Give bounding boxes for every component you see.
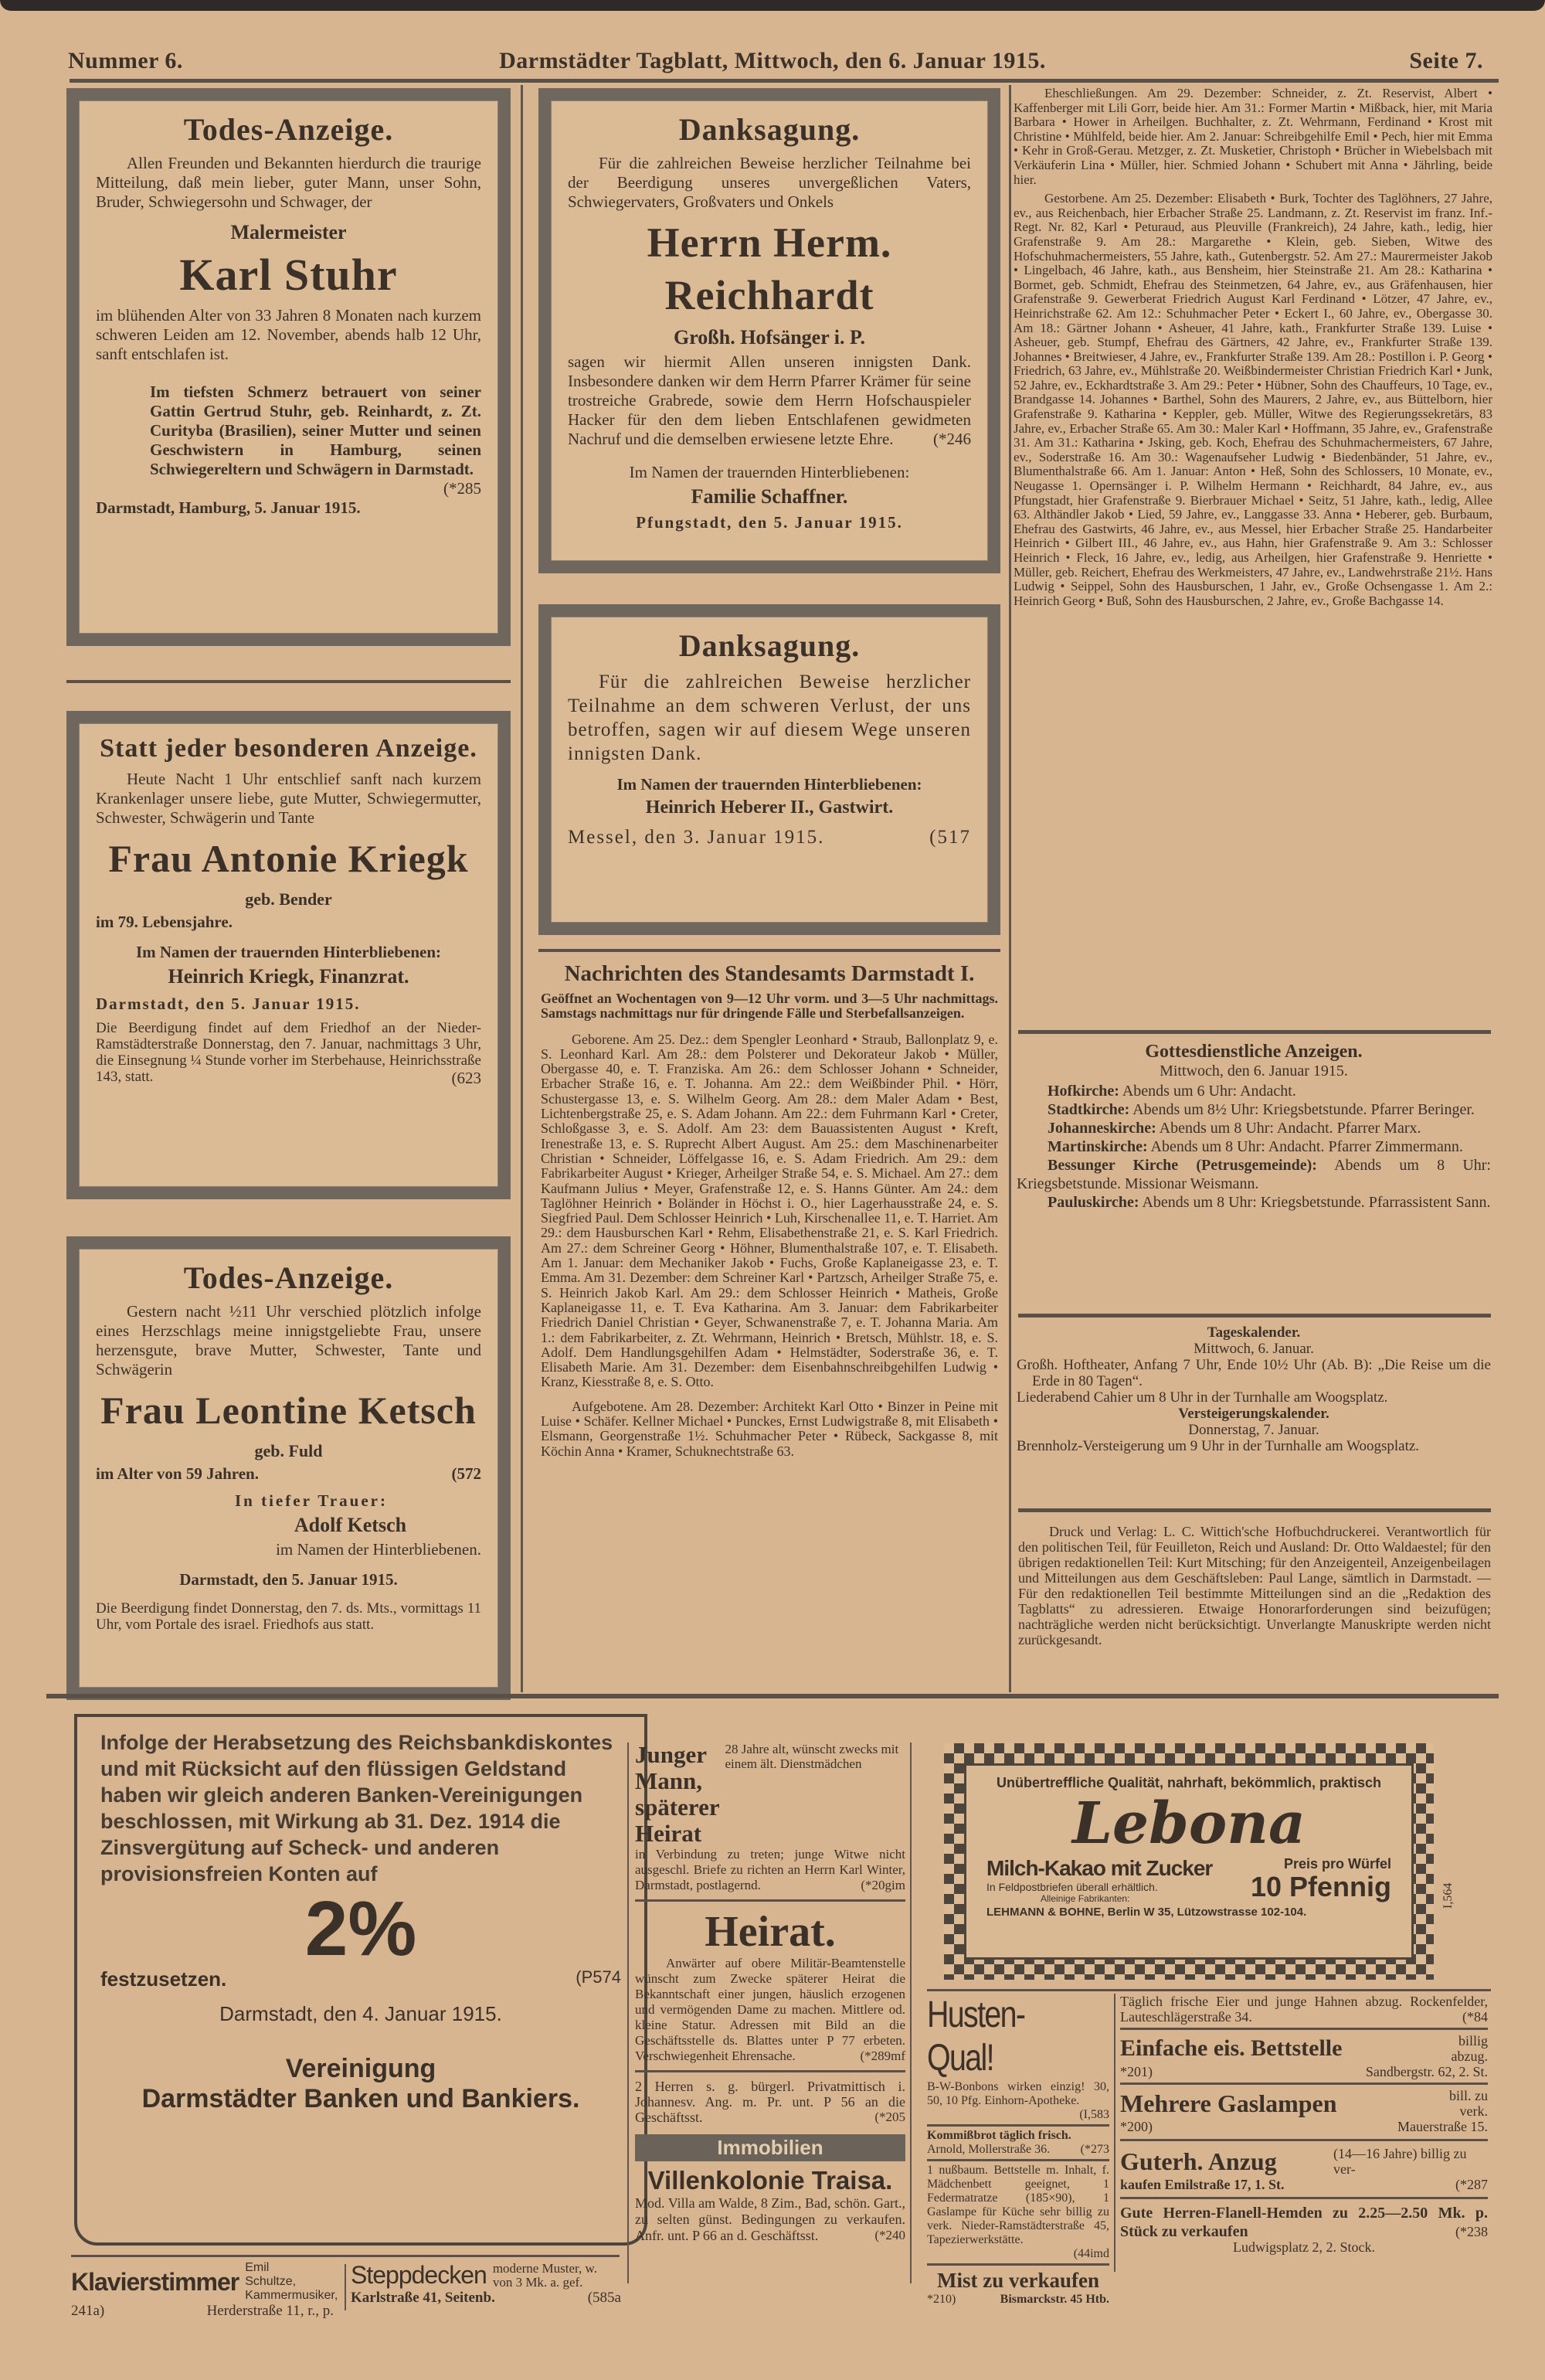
ad-date: Darmstadt, den 4. Januar 1915. bbox=[219, 2002, 502, 2025]
lebona-ad-inner bbox=[964, 1763, 1414, 1960]
place-date: Darmstadt, Hamburg, 5. Januar 1915. bbox=[96, 498, 361, 517]
deceased-name: Frau Antonie Kriegk bbox=[108, 837, 469, 880]
ad-headline: Junger Mann, späterer Heirat bbox=[635, 1741, 720, 1847]
ad-address: Ludwigsplatz 2, 2. Stock. bbox=[1233, 2239, 1375, 2255]
tagline: Unübertreffliche Qualität, nahrhaft, bekömmlich, praktisch bbox=[996, 1775, 1382, 1790]
real-estate-banner: Immobilien bbox=[635, 2134, 905, 2161]
ad-code: (*240 bbox=[874, 2228, 905, 2242]
ad-text: kaufen Emilstraße 17, 1. St. bbox=[1120, 2177, 1285, 2192]
death-notice-kriegk bbox=[66, 711, 511, 1199]
ad-quilts bbox=[351, 2261, 621, 2307]
church-name: Pauluskirche: bbox=[1048, 1194, 1139, 1211]
divider bbox=[927, 2263, 1109, 2266]
banns: Aufgebotene. Am 28. Dezember: Architekt Karl Otto • Binzer in Peine mit Luise • Schäfer. Kellner Michael • Punckes, Ernst Ludwigstraße 8, mit Elisabeth • Elsmann, Georgenstraße 1½. Schuhmacher Peter • Rübeck, Sackgasse 8, mit Köchin Anna • Kramer, Schuknechtstraße 63. bbox=[541, 1398, 998, 1459]
mourners-intro: Im Namen der trauernden Hinterbliebenen: bbox=[629, 463, 910, 481]
small-ads-column-1 bbox=[927, 1994, 1109, 2307]
ad-address: Bismarckstr. 45 Htb. bbox=[1000, 2293, 1109, 2306]
place-date: Pfungstadt, den 5. Januar 1915. bbox=[636, 513, 903, 532]
notice-text: Für die zahlreichen Beweise herzlicher Teilnahme an dem schweren Verlust, der uns betroffen, sagen wir auf diesem Wege unseren innigsten Dank. bbox=[568, 672, 971, 764]
ad-text: Gute Herren-Flanell-Hemden zu 2.25—2.50 Mk. p. Stück zu verkaufen bbox=[1120, 2205, 1488, 2240]
ad-headline: Steppdecken bbox=[351, 2261, 487, 2289]
deceased-name: Frau Leontine Ketsch bbox=[100, 1389, 477, 1432]
notice-text: im blühenden Alter von 33 Jahren 8 Monaten nach kurzem schweren Leiden am 12. November, abends halb 12 Uhr, sanft entschlafen ist. bbox=[96, 306, 481, 363]
ad-text: Kommißbrot täglich frisch. bbox=[927, 2129, 1071, 2142]
ad-code: (*285 bbox=[443, 479, 481, 498]
service-details: Abends um 6 Uhr: Andacht. bbox=[1122, 1083, 1296, 1100]
age: im 79. Lebensjahre. bbox=[96, 913, 233, 931]
divider bbox=[635, 2070, 905, 2072]
issue-number: Nummer 6. bbox=[68, 48, 183, 73]
ad-address: Mauerstraße 15. bbox=[1397, 2119, 1488, 2134]
column-divider bbox=[521, 85, 523, 1692]
notice-title: Danksagung. bbox=[678, 628, 861, 663]
ad-lunch-table: 2 Herren s. g. bürgerl. Privatmittisch i. Johannesv. Ang. m. Pr. unt. P 56 an die Geschäftsst. bbox=[635, 2079, 905, 2125]
ad-side-text: Emil Schultze, Kammermusiker, bbox=[245, 2261, 338, 2302]
divider bbox=[66, 680, 511, 683]
ad-headline: Husten-Qual! bbox=[927, 1994, 1025, 2079]
page-number: Seite 7. bbox=[1409, 48, 1483, 73]
deceased-rank: Großh. Hofsänger i. P. bbox=[673, 326, 865, 348]
ad-side-text: moderne Muster, w. von 3 Mk. a. gef. bbox=[492, 2260, 597, 2290]
header-rule bbox=[70, 79, 1499, 83]
mourner: Adolf Ketsch bbox=[294, 1514, 407, 1536]
ad-text: in Verbindung zu treten; junge Witwe nicht ausgeschl. Briefe zu richten an Herrn Karl Winter, Darmstadt, postlagernd. bbox=[635, 1847, 905, 1892]
ad-code: (*84 bbox=[1462, 2009, 1488, 2025]
church-name: Martinskirche: bbox=[1048, 1138, 1148, 1155]
place-date: Darmstadt, den 5. Januar 1915. bbox=[96, 994, 361, 1013]
signature-line-1: Vereinigung bbox=[285, 2054, 436, 2083]
place-date: Messel, den 3. Januar 1915. bbox=[568, 827, 825, 848]
notice-intro: Heute Nacht 1 Uhr entschlief sanft nach kurzem Krankenlager unsere liebe, gute Mutter, Schwiegermutter, Schwester, Schwägerin und Tante bbox=[96, 770, 481, 827]
notice-title: Danksagung. bbox=[678, 112, 861, 147]
ad-code: (*289mf bbox=[860, 2048, 905, 2063]
ad-text: Mod. Villa am Walde, 8 Zim., Bad, schön. Gart., zu selten günst. Bedingungen zu verkaufen. Anfr. unt. P 66 an d. Geschäftsst. bbox=[635, 2195, 905, 2243]
funeral-info: Die Beerdigung findet auf dem Friedhof an der Nieder-Ramstädterstraße Donnerstag, den 7. Januar, nachmittags 3 Uhr, die Einsegnung ¼ Stunde vorher im Sterbehause, Heinrichsstraße 143, statt. bbox=[96, 1020, 481, 1085]
ad-address: Herderstraße 11, r., p. bbox=[206, 2303, 334, 2319]
auction-date: Donnerstag, 7. Januar. bbox=[1188, 1422, 1319, 1438]
age: im Alter von 59 Jahren. bbox=[96, 1464, 259, 1483]
imprint bbox=[1018, 1524, 1491, 1647]
signature-line-2: Darmstädter Banken und Bankiers. bbox=[141, 2084, 580, 2113]
section-date: Mittwoch, den 6. Januar 1915. bbox=[1160, 1062, 1348, 1080]
price-label: Preis pro Würfel bbox=[1283, 1856, 1391, 1872]
deceased-profession: Malermeister bbox=[230, 221, 347, 243]
ad-text: B-W-Bonbons wirken einzig! 30, 50, 10 Pfg. Einhorn-Apotheke. bbox=[927, 2080, 1109, 2107]
divider bbox=[635, 1899, 905, 1902]
service-details: Abends um 8½ Uhr: Kriegsbetstunde. Pfarrer Beringer. bbox=[1132, 1101, 1475, 1118]
section-title: Tageskalender. bbox=[1207, 1324, 1301, 1341]
mourners-outro: im Namen der Hinterbliebenen. bbox=[276, 1540, 481, 1559]
rate-suffix: festzusetzen. bbox=[100, 1967, 227, 1991]
marriages: Eheschließungen. Am 29. Dezember: Schneider, z. Zt. Reservist, Albert • Kaffenberger mit Lili Gorr, beide hier. Am 31.: Former Martin • Mißback, hier, mit Maria Barbara • Hower in Arheilgen. Buchhalter, z. Zt. Wehrmann, Ferdinand • Krost mit Christine • Mühlfeld, beide hier. Am 2. Januar: Schreibgehilfe Emil • Pech, hier mit Emma • Kehr in Groß-Gerau. Metzger, z. Zt. Musketier, Christoph • Brücher in Wiebelsbach mit Verkäuferin Lina • Müller, hier. Schmied Johann • Schubert mit Anna • Jährling, beide hier. bbox=[1014, 87, 1492, 187]
section-title: Gottesdienstliche Anzeigen. bbox=[1145, 1042, 1363, 1062]
maiden-name: geb. Bender bbox=[245, 889, 332, 909]
church-service bbox=[1017, 1082, 1491, 1100]
divider bbox=[1120, 2197, 1488, 2199]
product-name: Milch-Kakao mit Zucker bbox=[986, 1856, 1213, 1880]
ad-address: Sandbergstr. 62, 2. St. bbox=[1365, 2064, 1488, 2079]
ad-side-text: (14—16 Jahre) billig zu ver- bbox=[1333, 2146, 1467, 2177]
divider bbox=[627, 1742, 629, 2283]
divider bbox=[927, 2159, 1109, 2161]
maiden-name: geb. Fuld bbox=[254, 1441, 323, 1460]
makers-label: Alleinige Fabrikanten: bbox=[1041, 1893, 1130, 1904]
section-date: Mittwoch, 6. Januar. bbox=[1194, 1341, 1314, 1357]
church-service bbox=[1017, 1119, 1491, 1137]
ad-headline: Mist zu verkaufen bbox=[937, 2269, 1099, 2292]
births: Geborene. Am 25. Dez.: dem Spengler Leonhard • Straub, Ballonplatz 9, e. S. Leonhard Karl. Am 28.: dem Polsterer und Dekorateur Jakob • Müller, Obergasse 40, e. T. Franziska. Am 26.: dem Schlosser Johann • Schneider, Erbacher Straße 16, e. T. Johanna. Am 22.: dem Weißbinder Phil. • Hörr, Schustergasse 13, e. S. Wilhelm Georg. Am 28.: dem Maler Adam • Best, Lichtenbergstraße 25, e. S. Adam Johann. Am 22.: dem Fuhrmann Karl • Creter, Schloßgasse 3, e. S. Adolf. Am 23: dem Bauassistenten August • Kreft, Irenestraße 13, e. S. Ruprecht Albert August. Am 25.: dem Maschinenarbeiter Christian • Schneider, Löffelgasse 16, e. S. Adam Friedrich. Am 29.: dem Fabrikarbeiter August • Krieger, Arheilger Straße 54, e. S. Michael. Am 27.: dem Kaufmann Julius • Meyer, Grafenstraße 12, e. S. Hanns Günter. Am 24.: dem Taglöhner Heinrich • Boländer in Höchst i. O., hier Lagerhausstraße 24, e. S. Siegfried Paul. Dem Schlosser Heinrich • Luh, Kirschenallee 11, e. T. Harriet. Am 29.: dem Hausburschen Karl • Rehm, Elisabethenstraße 21, e. S. Karl Friedrich. Am 27.: dem Schreiner Georg • Höhner, Blumenthalstraße 107, e. T. Elisabeth. Am 1. Januar: dem Mechaniker Jakob • Fuchs, Große Kaplaneigasse 23, e. T. Emma. Am 31. Dezember: dem Schreiner Karl • Partzsch, Arheilger Straße 75, e. S. Heinrich Jakob Karl. Am 29.: dem Schlosser Heinrich • Matheis, Große Kaplaneigasse 11, e. T. Eva Katharina. Am 3. Januar: dem Fabrikarbeiter Friedrich Daniel Christian • Geyer, Schwanenstraße 7, e. T. Johanna Maria. Am 1.: dem Fabrikarbeiter, z. Zt. Wehrmann, Heinrich • Bretsch, Mühlstr. 18, e. S. Adolf. Dem Handlungsgehilfen Adam • Helmstädter, Soderstraße 36, e. T. Elisabeth Marie. Am 31. Dezember: dem Eisenbahnschreibgehilfen Ludwig • Kranz, Kiesstraße 8, e. S. Otto. bbox=[541, 1031, 998, 1390]
section-rule bbox=[46, 1694, 1499, 1698]
auction-title: Versteigerungskalender. bbox=[1178, 1406, 1329, 1422]
family: Familie Schaffner. bbox=[691, 485, 848, 508]
registry-office-news bbox=[541, 961, 998, 1688]
ad-code: (572 bbox=[451, 1464, 481, 1483]
ad-code: (44imd bbox=[1073, 2247, 1109, 2260]
divider bbox=[1114, 1994, 1115, 2272]
ad-code: (*238 bbox=[1455, 2224, 1488, 2239]
mourners: Im tiefsten Schmerz betrauert von seiner Gattin Gertrud Stuhr, geb. Reinhardt, z. Zt. Curityba (Brasilien), seiner Mutter und seinen Geschwistern in Hamburg, seinen Schwiegereltern und Schwägern in Darmstadt. bbox=[150, 382, 481, 478]
divider bbox=[1018, 1508, 1491, 1512]
ad-piano-tuner bbox=[71, 2261, 338, 2320]
interest-rate: 2% bbox=[304, 1885, 417, 1972]
ad-headline: Einfache eis. Bettstelle bbox=[1120, 2035, 1343, 2061]
bank-ad-text: Infolge der Herabsetzung des Reichsbankdiskontes und mit Rücksicht auf den flüssigen Geldstand haben wir gleich anderen Banken-Vereinigungen beschlossen, mit Wirkung ab 31. Dez. 1914 die Zinsvergütung auf Scheck- und anderen provisionsfreien Konten auf bbox=[100, 1731, 613, 1885]
ad-side-text: 28 Jahre alt, wünscht zwecks mit einem ält. Dienstmädchen bbox=[725, 1742, 899, 1771]
place-date: Darmstadt, den 5. Januar 1915. bbox=[179, 1570, 398, 1589]
section-title: Nachrichten des Standesamts Darmstadt I. bbox=[564, 961, 975, 986]
ad-young-man bbox=[635, 1742, 905, 2243]
divider bbox=[1018, 1314, 1491, 1318]
church-name: Hofkirche: bbox=[1048, 1083, 1119, 1100]
notice-title: Statt jeder besonderen Anzeige. bbox=[100, 734, 477, 763]
notice-title: Todes-Anzeige. bbox=[183, 1260, 394, 1295]
mourners-intro: In tiefer Trauer: bbox=[235, 1491, 388, 1510]
divider bbox=[910, 1742, 912, 2283]
brand-logo: Lebona bbox=[1072, 1790, 1306, 1857]
divider bbox=[1120, 2082, 1488, 2085]
divider bbox=[927, 2124, 1109, 2127]
church-service bbox=[1017, 1193, 1491, 1212]
deaths: Gestorbene. Am 25. Dezember: Elisabeth • Burk, Tochter des Taglöhners, 27 Jahre, ev., aus Reichenbach, hier Erbacher Straße 25. Landmann, z. Zt. Reservist im franz. Inf.-Regt. Nr. 82, Karl • Peturaud, aus Pleuville (Frankreich), 24 Jahre, kath., ledig, hier Grafenstraße 9. Am 28.: Margarethe • Klein, geb. Sieben, Witwe des Hofschuhmachermeisters, 55 Jahre, kath., Gutenbergstr. 52. Am 27.: Maurermeister Jakob • Lingelbach, 46 Jahre, kath., aus Bensheim, hier Steinstraße 21. Am 28.: Katharina • Bormet, geb. Schmidt, Ehefrau des Steinmetzen, 64 Jahre, ev., aus Gräfenhausen, hier Grafenstraße 9. Gewerberat Friedrich August Karl Ferdinand • Lötzer, 47 Jahre, ev., Heinrichstraße 62. Am 12.: Schuhmacher Peter • Eckert I., 60 Jahre, ev., Obergasse 30. Am 18.: Gärtner Johann • Asheuer, 41 Jahre, kath., Frankfurter Straße 139. Luise • Asheuer, geb. Stumpf, Ehefrau des Gärtners, 42 Jahre, ev., Frankfurter Straße 139. Johannes • Breitwieser, 4 Jahre, ev., Frankfurter Straße 139. Am 28.: Postillon i. P. Georg • Friedrich, 63 Jahre, ev., Mühlstraße 20. Weißbindermeister Christian Friedrich Karl • Junk, 52 Jahre, ev., Eckhardtstraße 3. Am 29.: Peter • Hübner, Sohn des Chauffeurs, 10 Tage, ev., Brandgasse 14. Johannes • Barthel, Sohn des Maurers, 2 Jahre, ev., aus Büttelborn, hier Grafenstraße 9. Katharina • Keppler, geb. Müller, Witwe des Regierungssekretärs, 83 Jahre, ev., Erbacher Straße 65. Am 30.: Maler Karl • Hoffmann, 35 Jahre, ev., Grafenstraße 31. Am 31.: Katharina • Jsking, geb. Koch, Ehefrau des Schuhmachermeisters, 67 Jahre, ev., Soderstraße 16. Am 30.: Wagenaufseher Ludwig • Biedenbänder, 51 Jahre, ev., Blumenthalstraße 66. Am 1. Januar: Anton • Heß, Sohn des Schlossers, 10 Monate, ev., Neugasse 1. Opernsänger i. P. Wilhelm Hermann • Reichhardt, 84 Jahre, ev., aus Pfungstadt, hier Grafenstraße 9. Bierbrauer Michael • Seitz, 51 Jahre, kath., ledig, Allee 63. Althändler Jakob • Lied, 59 Jahre, ev., Langgasse 33. Anna • Heberer, geb. Burbaum, Ehefrau des Gastwirts, 46 Jahre, ev., aus Messel, hier Erbacher Straße 25. Handarbeiter Heinrich • Gilbert III., 46 Jahre, ev., aus Hahn, hier Grafenstraße 9. Am 3.: Schlosser Heinrich • Fleck, 16 Jahre, ev., ledig, aus Arheilgen, hier Grafenstraße 9. Henriette • Müller, geb. Reichert, Ehefrau des Werkmeisters, 47 Jahre, ev., Landwehrstraße 21½. Hans Ludwig • Seippel, Sohn des Hausburschen, 1 Jahr, ev., Große Ochsengasse 1. Am 2.: Heinrich Georg • Buß, Sohn des Hausburschen, 2 Jahre, ev., Große Bachgasse 14. bbox=[1014, 191, 1492, 608]
ad-side-text: bill. zu verk. bbox=[1449, 2088, 1488, 2119]
ad-text: Täglich frische Eier und junge Hahnen abzug. Rockenfelder, Lauteschlägerstraße 34. bbox=[1120, 1994, 1488, 2025]
church-service bbox=[1017, 1100, 1491, 1119]
notice-intro: Für die zahlreichen Beweise herzlicher Teilnahme bei der Beerdigung unseres unvergeßlichen Vaters, Schwiegervaters, Großvaters und Onkels bbox=[568, 154, 971, 211]
church-announcements bbox=[1017, 1042, 1491, 1212]
thanks-notice-heberer bbox=[538, 604, 1000, 935]
ad-code: (*20gim bbox=[861, 1878, 905, 1892]
divider bbox=[538, 949, 1000, 952]
church-name: Johanneskirche: bbox=[1048, 1120, 1156, 1137]
price: 10 Pfennig bbox=[1250, 1871, 1391, 1902]
church-name: Stadtkirche: bbox=[1048, 1101, 1130, 1118]
ad-code: (*246 bbox=[933, 430, 971, 448]
imprint-text: Druck und Verlag: L. C. Wittich'sche Hofbuchdruckerei. Verantwortlich für den politischen Teil, für Feuilleton, Reich und Ausland: Dr. Otto Waldaestel; für den übrigen redaktionellen Teil: Kurt Mitsching; für den Anzeigenteil, Anzeigenbeilagen und Mitteilungen aus dem Geschäftsleben: Paul Lange, sämtlich in Darmstadt. — Für den redaktionellen Teil bestimmte Mitteilungen sind an die „Redaktion des Tagblatts“ zu adressieren. Etwaige Honorarforderungen sind beizufügen; nachträgliche werden nicht berücksichtigt. Unverlangte Manuskripte werden nicht zurückgesandt. bbox=[1018, 1524, 1491, 1647]
ad-headline: Heirat. bbox=[705, 1908, 836, 1956]
church-service bbox=[1017, 1137, 1491, 1156]
mourners-intro: Im Namen der trauernden Hinterbliebenen: bbox=[616, 775, 922, 794]
lebona-ad bbox=[944, 1743, 1434, 1980]
ad-code: 241a) bbox=[71, 2303, 105, 2319]
church-service bbox=[1017, 1156, 1491, 1193]
ad-headline: Mehrere Gaslampen bbox=[1120, 2089, 1337, 2117]
service-details: Abends um 8 Uhr: Kriegsbetstunde. Missionar Weismann. bbox=[1017, 1157, 1491, 1192]
small-ads-column-2 bbox=[1120, 1994, 1488, 2255]
bank-ad bbox=[74, 1714, 647, 2246]
ad-headline: Villenkolonie Traisa. bbox=[647, 2166, 893, 2195]
ad-code: (P574 bbox=[576, 1967, 621, 1987]
service-details: Abends um 8 Uhr: Andacht. Pfarrer Marx. bbox=[1159, 1120, 1421, 1137]
mourner: Heinrich Heberer II., Gastwirt. bbox=[645, 797, 894, 818]
day-calendar bbox=[1017, 1324, 1491, 1454]
ad-code: (*205 bbox=[874, 2110, 905, 2124]
notice-intro: Allen Freunden und Bekannten hierdurch die traurige Mitteilung, daß mein lieber, guter Mann, unser Sohn, Bruder, Schwiegersohn und Schwager, der bbox=[96, 154, 481, 211]
divider bbox=[927, 1989, 1491, 1991]
ad-code: *200) bbox=[1120, 2119, 1153, 2134]
ad-code: I,564 bbox=[1441, 1882, 1455, 1909]
ad-code: (517 bbox=[929, 827, 971, 848]
scan-edge bbox=[0, 0, 1545, 11]
availability: In Feldpostbriefen überall erhältlich. bbox=[986, 1881, 1158, 1893]
notice-intro: Gestern nacht ½11 Uhr verschied plötzlich infolge eines Herzschlags meine innigstgeliebte Frau, unsere herzensgute, brave Mutter, Schwester, Tante und Schwägerin bbox=[96, 1302, 481, 1379]
ad-headline: Guterh. Anzug bbox=[1120, 2147, 1277, 2175]
ad-text: Anwärter auf obere Militär-Beamtenstelle wünscht zum Zwecke späterer Heirat die Bekanntschaft einer jungen, häuslich erzogenen und vermögenden Dame zu machen. Mittlere od. kleine Statur. Adressen mit Bild an die Geschäftsstelle ds. Blattes unter P 77 erbeten. Verschwiegenheit Ehrensache. bbox=[635, 1956, 905, 2063]
ad-code: *201) bbox=[1120, 2064, 1153, 2079]
thanks-notice-reichhardt bbox=[538, 88, 1000, 573]
registry-office-continued bbox=[1014, 87, 1492, 1025]
ad-code: (623 bbox=[451, 1069, 481, 1087]
mourners-intro: Im Namen der trauernden Hinterbliebenen: bbox=[135, 943, 442, 961]
office-hours: Geöffnet an Wochentagen von 9—12 Uhr vorm. und 3—5 Uhr nachmittags. Samstags nachmittags nur für dringende Fälle und Sterbefallsanzeigen. bbox=[541, 991, 998, 1022]
column-divider bbox=[1009, 85, 1011, 1692]
mourner: Heinrich Kriegk, Finanzrat. bbox=[168, 965, 409, 988]
ad-side-text: billig abzug. bbox=[1451, 2033, 1488, 2064]
death-notice-stuhr bbox=[66, 88, 511, 646]
ad-headline: Klavierstimmer bbox=[71, 2267, 239, 2296]
service-details: Abends um 8 Uhr: Andacht. Pfarrer Zimmermann. bbox=[1150, 1138, 1463, 1155]
calendar-item: Großh. Hoftheater, Anfang 7 Uhr, Ende 10½ Uhr (Ab. B): „Die Reise um die Erde in 80 Tagen“. bbox=[1017, 1357, 1491, 1389]
deceased-name: Herrn Herm. Reichhardt bbox=[647, 219, 892, 318]
divider bbox=[1120, 2139, 1488, 2141]
ad-code: *210) bbox=[927, 2293, 956, 2306]
church-list bbox=[1017, 1082, 1491, 1212]
church-name: Bessunger Kirche (Petrusgemeinde): bbox=[1048, 1157, 1317, 1174]
death-notice-ketsch bbox=[66, 1236, 511, 1700]
deceased-name: Karl Stuhr bbox=[179, 250, 398, 300]
auction-item: Brennholz-Versteigerung um 9 Uhr in der Turnhalle am Woogsplatz. bbox=[1017, 1438, 1420, 1454]
ad-address: Karlstraße 41, Seitenb. bbox=[351, 2290, 495, 2306]
funeral-info: Die Beerdigung findet Donnerstag, den 7. ds. Mts., vormittags 11 Uhr, vom Portale des israel. Friedhofs aus statt. bbox=[96, 1600, 481, 1633]
ad-code: (I,583 bbox=[1079, 2108, 1109, 2121]
divider bbox=[1018, 1030, 1491, 1034]
ad-text: 1 nußbaum. Bettstelle m. Inhalt, f. Mädchenbett geeignet, 1 Federmatratze (185×90), 1 Gaslampe für Küche sehr billig zu verk. Nieder-Ramstädterstraße 45, Tapezierwerkstätte. bbox=[927, 2164, 1109, 2246]
divider bbox=[1120, 2028, 1488, 2030]
notice-title: Todes-Anzeige. bbox=[183, 112, 394, 147]
ad-code: (585a bbox=[587, 2290, 621, 2306]
divider bbox=[345, 2264, 346, 2310]
service-details: Abends um 8 Uhr: Kriegsbetstunde. Pfarrassistent Sann. bbox=[1142, 1194, 1491, 1211]
masthead-title: Darmstädter Tagblatt, Mittwoch, den 6. Januar 1915. bbox=[499, 48, 1046, 73]
makers: LEHMANN & BOHNE, Berlin W 35, Lützowstrasse 102-104. bbox=[986, 1906, 1307, 1919]
divider bbox=[71, 2255, 620, 2257]
ad-code: (*273 bbox=[1080, 2143, 1109, 2156]
notice-text: sagen wir hiermit Allen unseren innigsten Dank. Insbesondere danken wir dem Herrn Pfarrer Krämer für seine trostreiche Grabrede, sowie dem Herrn Hofschauspieler Hacker für den dem lieben Entschlafenen gewidmeten Nachruf und die demselben erwiesene letzte Ehre. bbox=[568, 352, 971, 448]
ad-code: (*287 bbox=[1455, 2177, 1488, 2192]
ad-address: Arnold, Mollerstraße 36. bbox=[927, 2143, 1051, 2156]
calendar-item: Liederabend Cahier um 8 Uhr in der Turnhalle am Woogsplatz. bbox=[1017, 1389, 1388, 1406]
